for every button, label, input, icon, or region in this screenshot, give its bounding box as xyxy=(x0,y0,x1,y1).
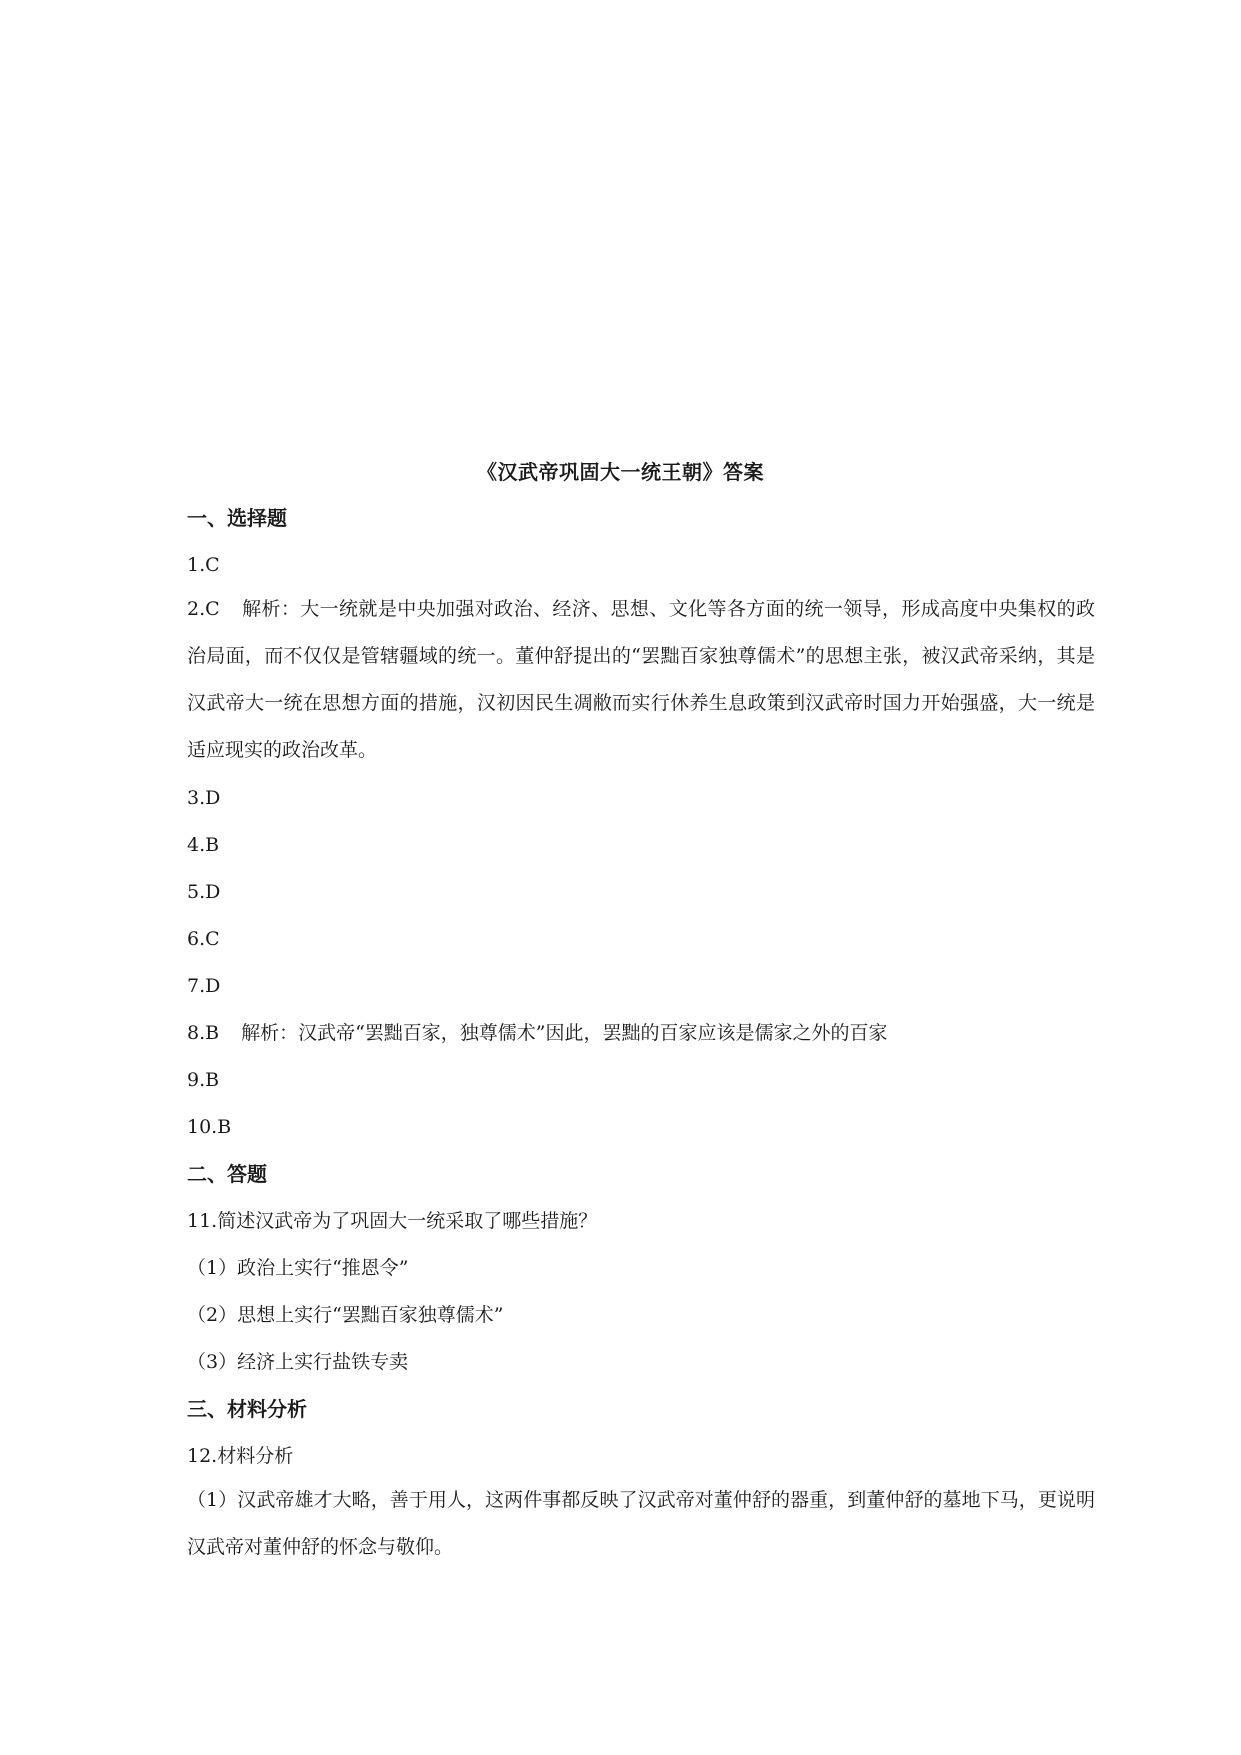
answer-3: 3.D xyxy=(187,787,221,809)
answer-7: 7.D xyxy=(187,975,221,997)
answer-11-point-1: （1）政治上实行“推恩令” xyxy=(187,1257,409,1279)
document-title: 《汉武帝巩固大一统王朝》答案 xyxy=(477,460,764,484)
answer-8-explanation: 解析：汉武帝“罢黜百家，独尊儒术”因此，罢黜的百家应该是儒家之外的百家 xyxy=(241,1022,888,1044)
answer-2-explanation: 解析：大一统就是中央加强对政治、经济、思想、文化等各方面的统一领导，形成高度中央集权的政治局面，而不仅仅是管辖疆域的统一。董仲舒提出的“罢黜百家独尊儒术”的思想主张，被汉武帝采纳，其是汉武帝大一统在思想方面的措施，汉初因民生凋敝而实行休养生息政策到汉武帝时国力开始强盛，大一统是适应现实的政治改革。 xyxy=(187,598,1095,761)
answer-2 xyxy=(187,586,1095,774)
section-heading-answers: 二、答题 xyxy=(187,1162,267,1186)
question-11: 11.简述汉武帝为了巩固大一统采取了哪些措施？ xyxy=(187,1210,598,1232)
answer-2-number: 2.C xyxy=(187,598,220,620)
answer-5: 5.D xyxy=(187,881,221,903)
section-heading-material: 三、材料分析 xyxy=(187,1397,307,1421)
answer-11-point-3: （3）经济上实行盐铁专卖 xyxy=(187,1351,409,1373)
answer-4: 4.B xyxy=(187,834,220,856)
answer-1: 1.C xyxy=(187,554,220,576)
answer-9: 9.B xyxy=(187,1069,220,1091)
answer-11-point-2: （2）思想上实行“罢黜百家独尊儒术” xyxy=(187,1304,504,1326)
answer-6: 6.C xyxy=(187,928,220,950)
answer-8 xyxy=(187,1020,888,1046)
answer-12-point-1: （1）汉武帝雄才大略，善于用人，这两件事都反映了汉武帝对董仲舒的器重，到董仲舒的墓地下马，更说明汉武帝对董仲舒的怀念与敬仰。 xyxy=(187,1489,1095,1558)
section-heading-choice: 一、选择题 xyxy=(187,506,287,530)
answer-10: 10.B xyxy=(187,1116,232,1138)
answer-8-number: 8.B xyxy=(187,1022,220,1044)
question-12: 12.材料分析 xyxy=(187,1445,294,1467)
